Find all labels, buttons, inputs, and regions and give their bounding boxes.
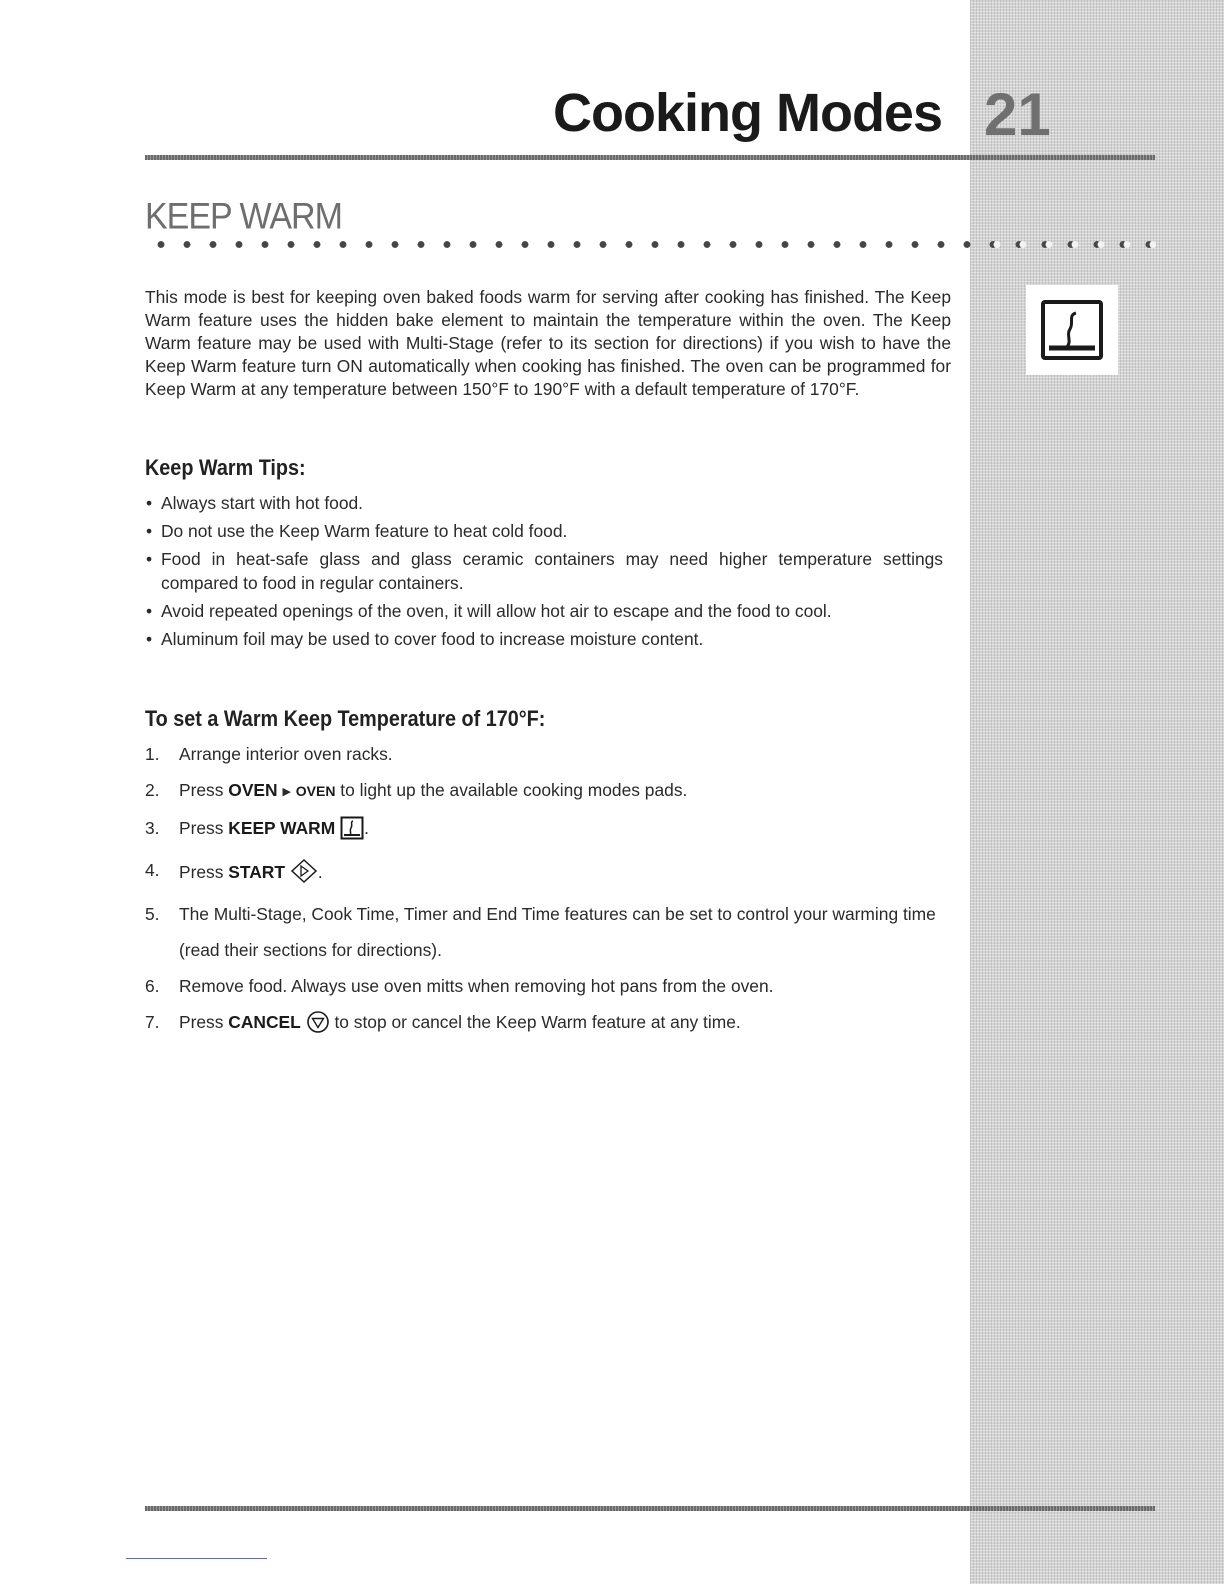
keep-warm-key-label: KEEP WARM — [228, 818, 336, 838]
keep-warm-icon — [1040, 299, 1104, 361]
oven-key-label: OVEN — [228, 780, 278, 800]
step-number: 6. — [145, 976, 160, 996]
step-number: 7. — [145, 1012, 160, 1032]
intro-paragraph: This mode is best for keeping oven baked foods warm for serving after cooking has finished. The Keep Warm feature uses the hidden bake element to maintain the temperature within the oven. The Keep Warm feature may be used with Multi-Stage (refer to its section for directions) if you wish to have the Keep Warm feature turn ON automatically when cooking has finished. The oven can be programmed for Keep Warm at any temperature between 150°F to 190°F with a default temperature of 170°F. — [145, 287, 951, 399]
tip-item: • Aluminum foil may be used to cover food to increase moisture content. — [145, 627, 943, 651]
steps-heading: To set a Warm Keep Temperature of 170°F: — [145, 706, 546, 731]
step-item — [145, 1010, 945, 1040]
step-text-post: . — [364, 818, 369, 838]
footer-link-underline — [126, 1558, 267, 1559]
step-item — [145, 896, 945, 968]
oven-pad-label: OVEN — [295, 783, 336, 799]
page-title: Cooking Modes — [553, 83, 942, 143]
tips-heading: Keep Warm Tips: — [145, 455, 306, 480]
tip-item: • Avoid repeated openings of the oven, it will allow hot air to escape and the food to cool. — [145, 599, 943, 623]
section-title: KEEP WARM — [145, 196, 342, 238]
step-number: 1. — [145, 744, 160, 764]
tips-list — [145, 491, 943, 655]
tip-item: • Always start with hot food. — [145, 491, 943, 515]
tip-item: • Food in heat-safe glass and glass ceramic containers may need higher temperature settings compared to food in regular containers. — [145, 547, 943, 595]
step-text-pre: Press — [179, 1012, 229, 1032]
page-side-tab — [970, 0, 1224, 1584]
step-text-pre: Press — [179, 780, 229, 800]
step-text-post: to stop or cancel the Keep Warm feature at any time. — [329, 1012, 741, 1032]
start-key-label: START — [228, 862, 285, 882]
step-number: 4. — [145, 860, 160, 880]
tip-item: • Do not use the Keep Warm feature to heat cold food. — [145, 519, 943, 543]
step-number: 3. — [145, 818, 160, 838]
header-rule — [145, 155, 1155, 160]
step-text: The Multi-Stage, Cook Time, Timer and End Time features can be set to control your warming time (read their sections for directions). — [179, 904, 936, 960]
footer-rule — [145, 1506, 1155, 1511]
cancel-pad-icon — [306, 1010, 330, 1040]
step-text: Remove food. Always use oven mitts when removing hot pans from the oven. — [179, 976, 774, 996]
step-item — [145, 742, 945, 766]
keep-warm-icon-panel — [1026, 285, 1118, 375]
step-text-pre: Press — [179, 862, 229, 882]
step-number: 2. — [145, 780, 160, 800]
step-item — [145, 858, 945, 890]
steps-list — [145, 742, 945, 1052]
step-text-post: to light up the available cooking modes pads. — [335, 780, 688, 800]
step-number: 5. — [145, 904, 160, 924]
step-text: Arrange interior oven racks. — [179, 744, 393, 764]
step-text-post: . — [317, 862, 323, 882]
start-pad-icon — [290, 858, 318, 890]
step-item — [145, 974, 945, 998]
dotted-divider-light — [984, 240, 1156, 249]
step-text-pre: Press — [179, 818, 229, 838]
keep-warm-pad-icon — [340, 816, 364, 846]
page-number: 21 — [984, 81, 1051, 148]
arrow-right-icon: ▶ — [282, 786, 291, 798]
step-item — [145, 778, 945, 804]
cancel-key-label: CANCEL — [228, 1012, 301, 1032]
step-item — [145, 816, 945, 846]
